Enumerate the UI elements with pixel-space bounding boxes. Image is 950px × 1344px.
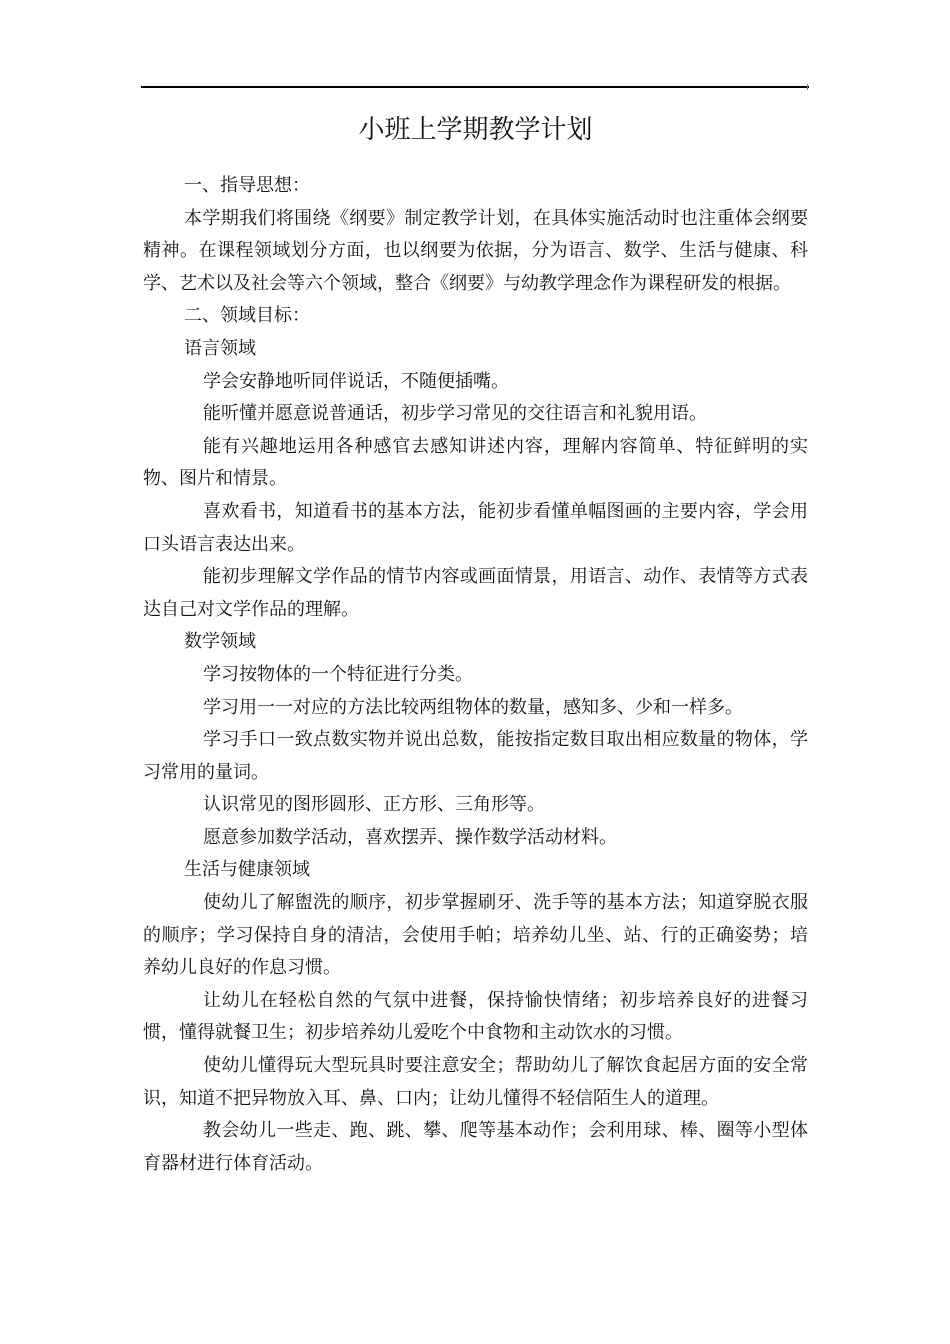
section-heading: 一、指导思想：	[184, 175, 310, 196]
section-heading: 二、领域目标：	[184, 305, 310, 327]
document-body	[143, 110, 808, 1180]
section-heading: 生活与健康领域	[184, 859, 310, 881]
paragraph: 学习手口一致点数实物并说出总数，能按指定数目取出相应数量的物体，学习常用的量词。	[143, 729, 808, 783]
paragraph: 使幼儿了解盥洗的顺序，初步掌握刷牙、洗手等的基本方法；知道穿脱衣服的顺序；学习保持自身的清洁，会使用手帕；培养幼儿坐、站、行的正确姿势；培养幼儿良好的作息习惯。	[143, 892, 808, 979]
paragraph: 喜欢看书，知道看书的基本方法，能初步看懂单幅图画的主要内容，学会用口头语言表达出来。	[143, 500, 808, 555]
paragraph: 能听懂并愿意说普通话，初步学习常见的交往语言和礼貌用语。	[203, 403, 707, 425]
document-title: 小班上学期教学计划	[358, 115, 593, 145]
paragraph-list	[143, 170, 808, 1180]
paragraph: 认识常见的图形圆形、正方形、三角形等。	[203, 794, 545, 816]
paragraph: 愿意参加数学活动，喜欢摆弄、操作数学活动材料。	[203, 826, 617, 848]
paragraph: 能有兴趣地运用各种感官去感知讲述内容，理解内容简单、特征鲜明的实物、图片和情景。	[143, 435, 808, 490]
paragraph: 学习用一一对应的方法比较两组物体的数量，感知多、少和一样多。	[203, 696, 743, 718]
paragraph: 使幼儿懂得玩大型玩具时要注意安全；帮助幼儿了解饮食起居方面的安全常识，知道不把异物放入耳、鼻、口内；让幼儿懂得不轻信陌生人的道理。	[143, 1055, 808, 1109]
section-heading: 数学领域	[184, 631, 256, 653]
header-rule	[141, 86, 809, 88]
paragraph: 教会幼儿一些走、跑、跳、攀、爬等基本动作；会利用球、棒、圈等小型体育器材进行体育活动。	[143, 1120, 808, 1174]
header-rule-tick	[807, 84, 808, 90]
paragraph: 本学期我们将围绕《纲要》制定教学计划，在具体实施活动时也注重体会纲要精神。在课程领域划分方面，也以纲要为依据，分为语言、数学、生活与健康、科学、艺术以及社会等六个领域，整合《纲要》与幼教学理念作为课程研发的根据。	[143, 207, 808, 294]
section-heading: 语言领域	[184, 337, 256, 359]
paragraph: 让幼儿在轻松自然的气氛中进餐，保持愉快情绪；初步培养良好的进餐习惯，懂得就餐卫生；初步培养幼儿爱吃个中食物和主动饮水的习惯。	[143, 989, 808, 1044]
paragraph: 学习按物体的一个特征进行分类。	[203, 663, 473, 685]
paragraph: 学会安静地听同伴说话，不随便插嘴。	[203, 370, 509, 392]
paragraph: 能初步理解文学作品的情节内容或画面情景，用语言、动作、表情等方式表达自己对文学作品的理解。	[143, 566, 808, 620]
